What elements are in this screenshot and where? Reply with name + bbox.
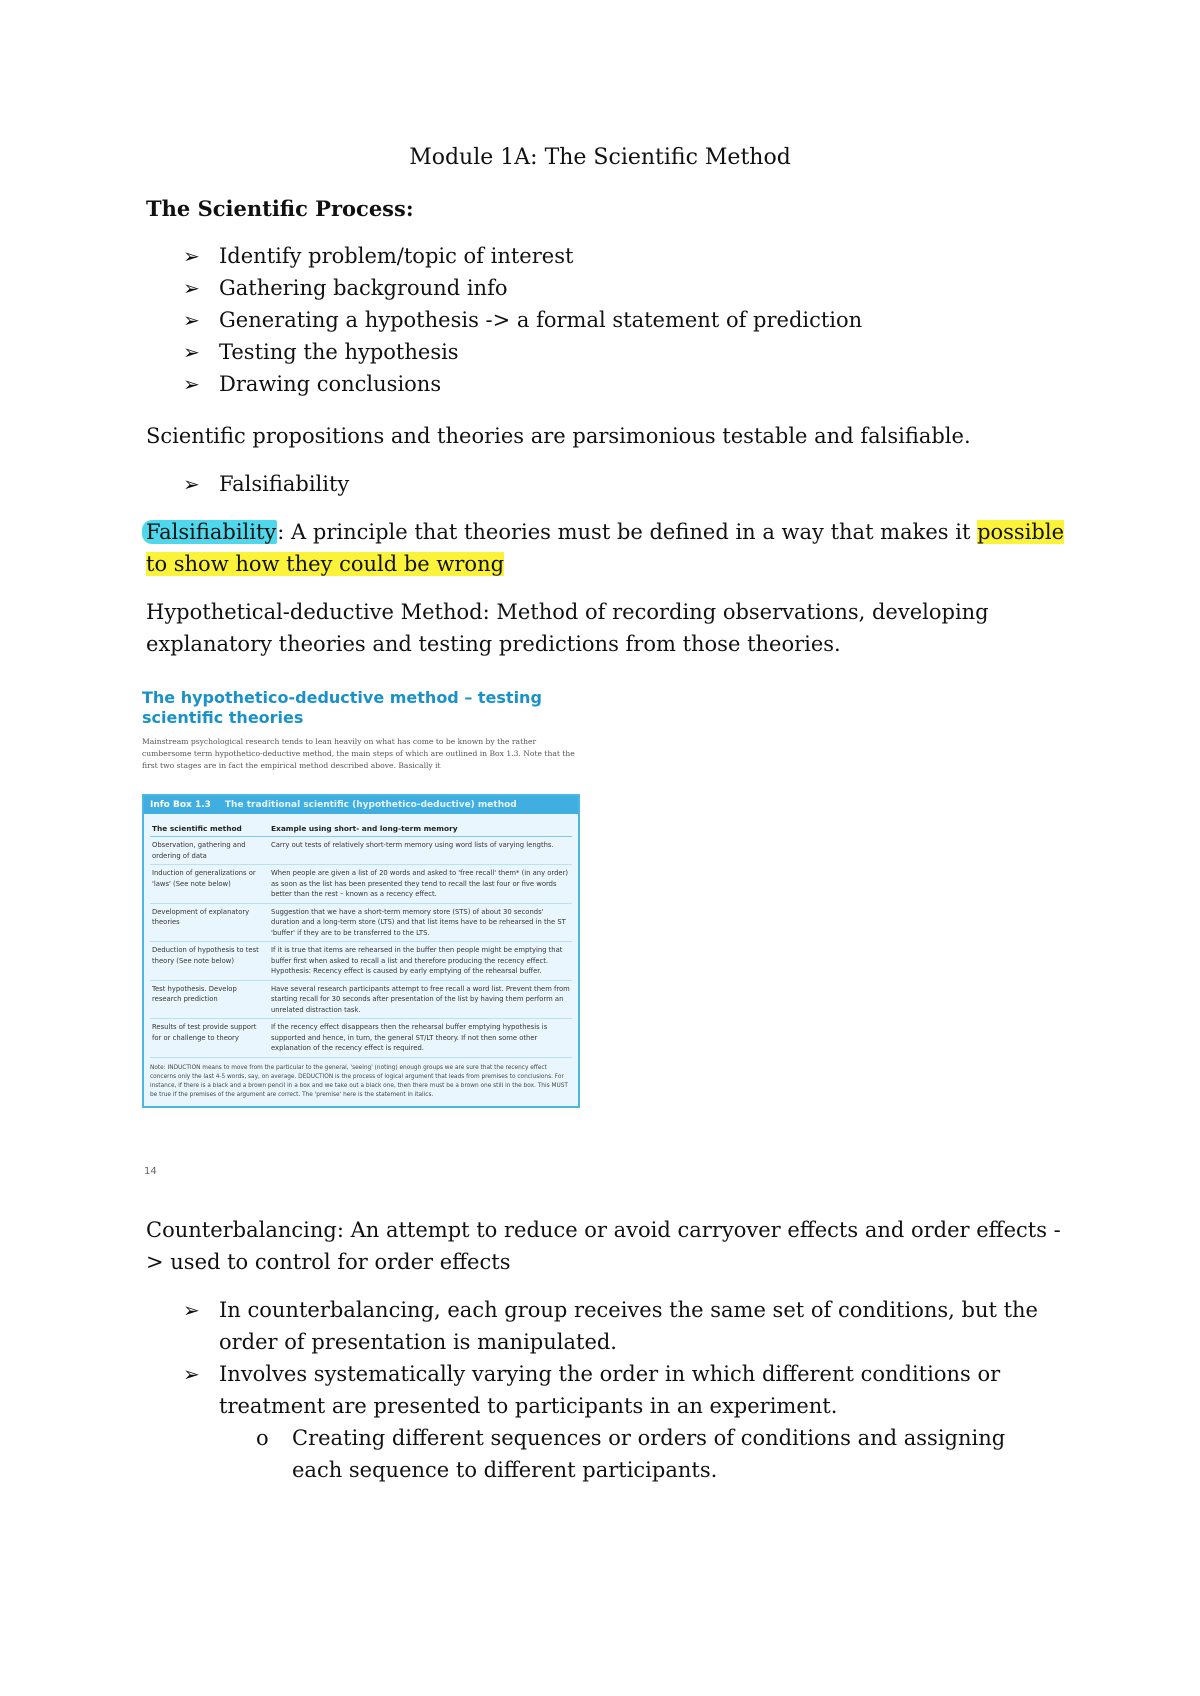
arrow-bullet-icon: ➢: [183, 472, 200, 496]
list-item: ➢ Involves systematically varying the order in which different conditions or treatment are presented to participants in an experiment.: [183, 1358, 1063, 1422]
column-header: Example using short- and long-term memory: [269, 820, 572, 837]
arrow-bullet-icon: ➢: [183, 340, 200, 364]
info-box-header: [144, 796, 578, 814]
list-item: ➢ Generating a hypothesis -> a formal statement of prediction: [183, 304, 862, 336]
section-heading: The Scientific Process:: [146, 196, 414, 221]
counterbalancing-paragraph: Counterbalancing: An attempt to reduce or avoid carryover effects and order effects -> used to control for order effects: [146, 1218, 1061, 1274]
counterbalancing-list: [183, 1294, 1063, 1422]
arrow-bullet-icon: ➢: [183, 308, 200, 332]
info-box-table: [150, 820, 572, 1058]
document-title: Module 1A: The Scientific Method: [409, 145, 791, 170]
hd-method-paragraph: Hypothetical-deductive Method: Method of recording observations, developing explanatory theories and testing predictions from those theories.: [146, 600, 989, 656]
counterbalancing-sub-list: [256, 1422, 1016, 1486]
falsifiability-definition: Falsifiability: A principle that theories must be defined in a way that makes it possible to show how they could be wrong: [146, 516, 1066, 580]
list-item: ➢ Testing the hypothesis: [183, 336, 862, 368]
arrow-bullet-icon: ➢: [183, 244, 200, 268]
process-steps-list: [183, 240, 862, 400]
table-row: Test hypothesis. Develop research prediction Have several research participants attempt to free recall a word list. Prevent them from starting recall for 30 seconds after presentation of the list by having them perform an unrelated distraction task.: [150, 980, 572, 1019]
table-header-row: [150, 820, 572, 837]
arrow-bullet-icon: ➢: [183, 1362, 200, 1386]
propositions-paragraph: Scientific propositions and theories are parsimonious testable and falsifiable.: [146, 424, 971, 448]
list-item: ➢ In counterbalancing, each group receives the same set of conditions, but the order of presentation is manipulated.: [183, 1294, 1063, 1358]
list-item: ➢ Drawing conclusions: [183, 368, 862, 400]
table-row: Development of explanatory theories Suggestion that we have a short-term memory store (STS) of about 30 seconds' duration and a long-term store (LTS) and that list items have to be rehearsed in the ST 'buffer' if they are to be transferred to the LTS.: [150, 903, 572, 942]
info-box-tag: Info Box 1.3: [150, 800, 211, 810]
table-row: Results of test provide support for or challenge to theory If the recency effect disappears then the rehearsal buffer emptying hypothesis is supported and hence, in turn, the general ST/LT theory. If not then some other explanation of the recency effect is required.: [150, 1019, 572, 1058]
list-item: o Creating different sequences or orders of conditions and assigning each sequence to different participants.: [256, 1422, 1016, 1486]
falsifiability-list: [183, 468, 349, 500]
list-item: ➢ Gathering background info: [183, 272, 862, 304]
arrow-bullet-icon: ➢: [183, 276, 200, 300]
table-row: Induction of generalizations or 'laws' (See note below) When people are given a list of 20 words and asked to 'free recall' them* (in any order) as soon as the list has been presented they tend to recall the last four or five words better than the rest – known as a recency effect.: [150, 865, 572, 904]
list-item: ➢ Identify problem/topic of interest: [183, 240, 862, 272]
highlighted-phrase: possible to show how they could be wrong: [146, 520, 1065, 576]
table-row: Observation, gathering and ordering of data Carry out tests of relatively short-term memory using word lists of varying lengths.: [150, 837, 572, 865]
figure-title: The hypothetico-deductive method – testing scientific theories: [142, 688, 542, 727]
table-row: Deduction of hypothesis to test theory (See note below) If it is true that items are rehearsed in the buffer then people might be emptying that buffer first when asked to recall a list and therefore producing the recency effect. Hypothesis: Recency effect is caused by early emptying of the rehearsal buffer.: [150, 942, 572, 981]
list-item: ➢ Falsifiability: [183, 468, 349, 500]
figure-page-number: 14: [144, 1166, 157, 1177]
circle-bullet-icon: o: [256, 1426, 269, 1450]
highlighted-term: Falsifiability: [142, 520, 277, 544]
info-box-name: The traditional scientific (hypothetico-deductive) method: [224, 800, 517, 810]
info-box-note: Note: INDUCTION means to move from the particular to the general, 'seeing' (noting) enough groups we are sure that the recency effect concerns only the last 4-5 words, say, on average. DEDUCTION is the process of logical argument that leads from premises to conclusions. For instance, if there is a black and a brown pencil in a box and we take out a black one, then there must be a brown one still in the box. This MUST be true if the premises of the argument are correct. The 'premise' here is the statement in italics.: [150, 1064, 568, 1098]
info-box: [142, 794, 580, 1108]
textbook-figure: [142, 688, 582, 1108]
figure-body-text: Mainstream psychological research tends to lean heavily on what has come to be known by the rather cumbersome term hypothetico-deductive method, the main steps of which are outlined in Box 1.3. Note that the first two stages are in fact the empirical method described above. Basically it: [142, 737, 575, 770]
column-header: The scientific method: [150, 820, 269, 837]
arrow-bullet-icon: ➢: [183, 372, 200, 396]
arrow-bullet-icon: ➢: [183, 1298, 200, 1322]
